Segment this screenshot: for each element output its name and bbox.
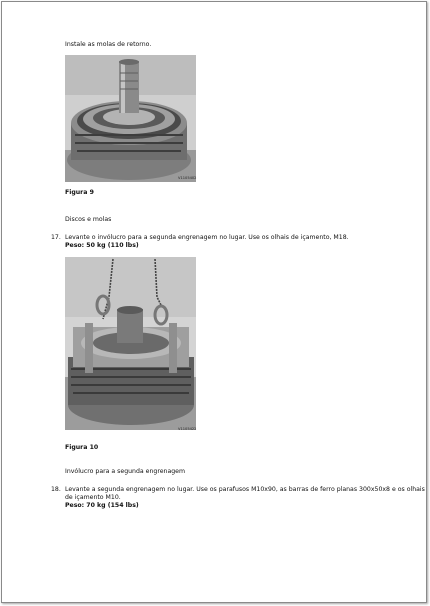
step-17-weight: Peso: 50 kg (110 lbs) [65,242,139,249]
figure-10-code: V1105422 [178,427,197,431]
figure-9-photo [65,55,196,182]
figure-9-label: Figura 9 [65,189,94,196]
intro-text: Instale as molas de retorno. [65,41,152,48]
step-17-text: Levante o invólucro para a segunda engrenagem no lugar. Use os olhais de içamento, M18. [65,234,349,241]
figure-10-photo [65,257,196,430]
figure-9-code: V1105402 [178,176,197,180]
housing-lift-image [65,257,196,430]
figure-9-caption: Discos e molas [65,216,112,223]
step-18-text-line-2: de içamento M10. [65,494,121,501]
step-18-text-line-1: Levante a segunda engrenagem no lugar. Use os parafusos M10x90, as barras de ferro planas 300x50x8 e os olhais [65,486,425,493]
document-page [1,1,427,603]
figure-10-label: Figura 10 [65,444,99,451]
figure-10-caption: Invólucro para a segunda engrenagem [65,468,186,475]
step-17-number: 17. [51,234,61,241]
step-18-number: 18. [51,486,61,493]
step-18-weight: Peso: 70 kg (154 lbs) [65,502,139,509]
gear-assembly-image [65,55,196,182]
